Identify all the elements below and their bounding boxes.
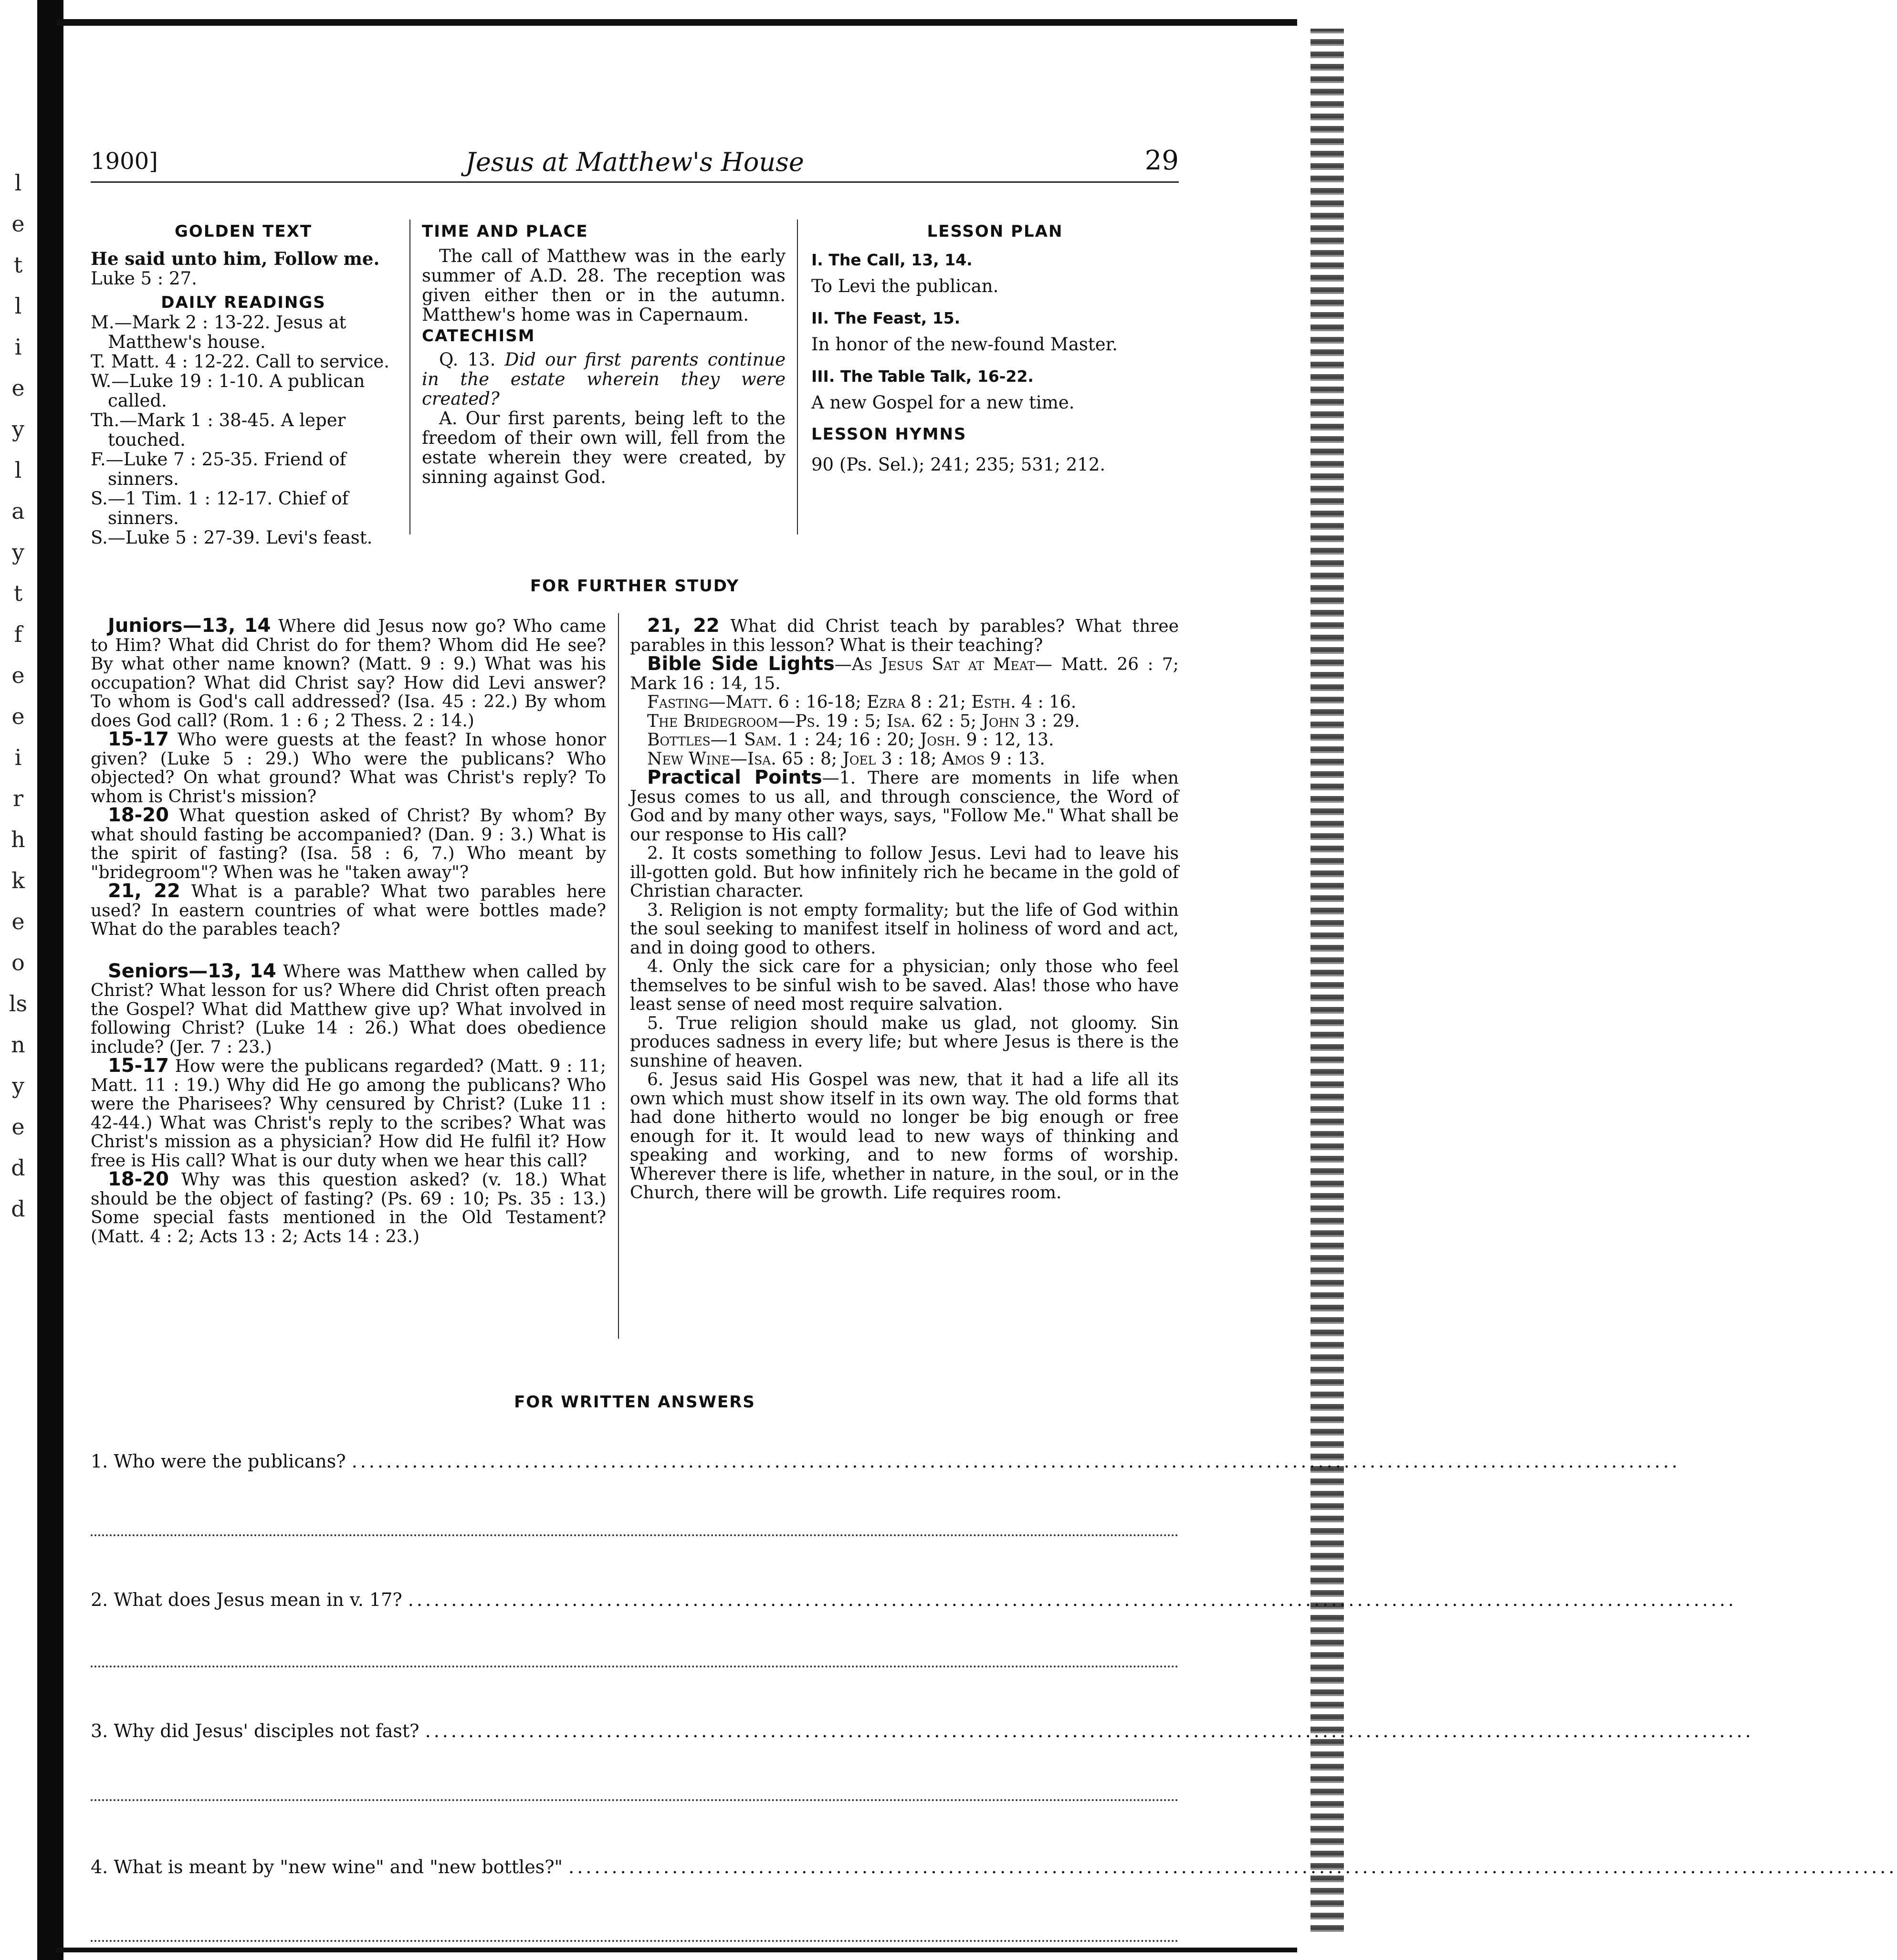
col-lesson-plan bbox=[811, 222, 1179, 474]
seniors-label: 15-17 bbox=[108, 1055, 169, 1077]
bible-side-lights bbox=[630, 655, 1179, 693]
margin-fragment: h bbox=[11, 827, 25, 852]
daily-reading-item: T. Matt. 4 : 12-22. Call to service. bbox=[91, 351, 390, 372]
practical-points-label: Practical Points bbox=[647, 766, 822, 788]
daily-reading-item: Th.—Mark 1 : 38-45. A leper touched. bbox=[91, 410, 346, 450]
practical-point-text: 4. Only the sick care for a physician; only those who feel themselves to be sinful wish to be saved. Alas! those who have least sense of need most require salvation. bbox=[630, 957, 1179, 1014]
lesson-plan-title: III. The Table Talk, 16-22. bbox=[811, 367, 1034, 386]
written-question-4: 4. What is meant by "new wine" and "new bottles?" .......................................................................................................................................................... bbox=[91, 1856, 1897, 1877]
margin-fragment: n bbox=[11, 1032, 25, 1058]
time-place-text: The call of Matthew was in the early summer of A.D. 28. The reception was given either then or in the autumn. Matthew's home was in Capernaum. bbox=[422, 246, 786, 325]
margin-fragment: e bbox=[11, 909, 25, 934]
seniors-question-group bbox=[91, 962, 606, 1057]
side-light-item: Fasting—Matt. 6 : 16-18; Ezra 8 : 21; Esth. 4 : 16. bbox=[647, 692, 1077, 712]
margin-fragment: d bbox=[11, 1196, 25, 1222]
margin-fragment: o bbox=[11, 950, 25, 975]
seniors-questions bbox=[91, 962, 606, 1247]
margin-fragment: e bbox=[11, 703, 25, 729]
margin-fragment: i bbox=[14, 334, 22, 360]
bible-side-lights-list bbox=[630, 693, 1179, 768]
written-question-1: 1. Who were the publicans? .......................................................................................................................................................... bbox=[91, 1451, 1680, 1472]
seniors-text: Where was Matthew when called by Christ? What lesson for us? Where did Christ often preach the Gospel? What did Matthew give up? What involved in following Christ? (Luke 14 : 26.) What does obedience include? (Jer. 7 : 23.) bbox=[91, 962, 606, 1057]
daily-readings-list bbox=[91, 313, 396, 547]
practical-point bbox=[630, 768, 1179, 844]
margin-fragment: f bbox=[14, 621, 22, 647]
further-study-left bbox=[91, 617, 606, 1246]
bible-side-lights-refs: Matt. 26 : 7; Mark 16 : 14, 15. bbox=[630, 655, 1179, 693]
running-head-title: Jesus at Matthew's House bbox=[465, 147, 804, 177]
juniors-question-group bbox=[91, 882, 606, 939]
lesson-hymns-text: 90 (Ps. Sel.); 241; 235; 531; 212. bbox=[811, 454, 1106, 475]
juniors-label: Juniors—13, 14 bbox=[108, 615, 271, 637]
answer-line[interactable] bbox=[91, 1534, 1179, 1536]
seniors-text: Why was this question asked? (v. 18.) What should be the object of fasting? (Ps. 69 : 10; Ps. 35 : 13.) Some special fasts mentioned in the Old Testament? (Matt. 4 : 2; Acts 13 : 2; Acts 14 : 23.) bbox=[91, 1170, 606, 1247]
margin-fragment: ls bbox=[9, 991, 28, 1017]
col-golden-readings bbox=[91, 222, 396, 547]
margin-fragment: e bbox=[11, 375, 25, 401]
daily-reading-item: W.—Luke 19 : 1-10. A publican called. bbox=[91, 371, 365, 411]
practical-point-text: 2. It costs something to follow Jesus. Levi had to leave his ill-gotten gold. But how infinitely rich he became in the gold of Christian character. bbox=[630, 844, 1179, 901]
margin-fragment: a bbox=[11, 498, 25, 524]
seniors-text: How were the publicans regarded? (Matt. 9 : 11; Matt. 11 : 19.) Why did He go among the publicans? Who were the Pharisees? Why censured by Christ? (Luke 11 : 42-44.) What was Christ's reply to the scribes? What was Christ's mission as a physician? How did He fulfil it? How free is His call? What is our duty when we hear this call? bbox=[91, 1057, 607, 1171]
margin-fragment: r bbox=[13, 786, 23, 811]
margin-fragment: i bbox=[14, 744, 22, 770]
written-answers-heading: FOR WRITTEN ANSWERS bbox=[514, 1393, 755, 1412]
catechism-question bbox=[422, 350, 786, 409]
written-question-2: 2. What does Jesus mean in v. 17? .......................................................................................................................................................... bbox=[91, 1589, 1737, 1610]
juniors-text: What is a parable? What two parables here used? In eastern countries of what were bottles made? What do the parables teach? bbox=[91, 882, 607, 939]
bible-side-lights-title: —As Jesus Sat at Meat— bbox=[834, 655, 1053, 674]
daily-reading-item: S.—Luke 5 : 27-39. Levi's feast. bbox=[91, 527, 373, 548]
juniors-text: Where did Jesus now go? Who came to Him? What did Christ do for them? Whom did He see? By what other name known? (Matt. 9 : 9.) What was his occupation? What did Christ say? How did Levi answer? To whom is God's call addressed? (Isa. 45 : 22.) By whom does God call? (Rom. 1 : 6 ; 2 Thess. 2 : 14.) bbox=[91, 617, 606, 731]
juniors-text: Who were guests at the feast? In whose honor given? (Luke 5 : 29.) Who were the publicans? Who objected? On what ground? What was Christ's reply? To whom is Christ's mission? bbox=[91, 730, 607, 807]
lesson-plan-text: A new Gospel for a new time. bbox=[811, 392, 1075, 413]
margin-fragment: d bbox=[11, 1155, 25, 1181]
daily-reading-item: S.—1 Tim. 1 : 12-17. Chief of sinners. bbox=[91, 488, 349, 528]
lesson-plan-text: In honor of the new-found Master. bbox=[811, 334, 1118, 355]
time-place-heading: TIME AND PLACE bbox=[422, 222, 588, 241]
practical-point bbox=[630, 1070, 1179, 1203]
juniors-text: What question asked of Christ? By whom? By what should fasting be accompanied? (Dan. 9 : 3.) What is the spirit of fasting? (Isa. 58 : 6, 7.) Who meant by "bridegroom"? When was he "taken away"? bbox=[91, 806, 606, 882]
margin-fragment: l bbox=[14, 170, 22, 196]
juniors-questions bbox=[91, 617, 606, 939]
written-question-3: 3. Why did Jesus' disciples not fast? .......................................................................................................................................................... bbox=[91, 1720, 1754, 1741]
practical-point bbox=[630, 901, 1179, 958]
golden-text-ref: Luke 5 : 27. bbox=[91, 268, 197, 289]
practical-point bbox=[630, 957, 1179, 1014]
margin-fragments bbox=[4, 162, 32, 1229]
daily-reading-item: M.—Mark 2 : 13-22. Jesus at Matthew's house. bbox=[91, 312, 346, 352]
daily-readings-heading: DAILY READINGS bbox=[161, 293, 326, 312]
side-light-item: The Bridegroom—Ps. 19 : 5; Isa. 62 : 5; John 3 : 29. bbox=[647, 711, 1080, 731]
margin-fragment: l bbox=[14, 457, 22, 483]
practical-point-text: 5. True religion should make us glad, not gloomy. Sin produces sadness in every life; but where Jesus is there is the sunshine of heaven. bbox=[630, 1013, 1179, 1071]
column-rule bbox=[797, 220, 798, 535]
juniors-label: 15-17 bbox=[108, 728, 169, 750]
margin-fragment: y bbox=[12, 539, 24, 565]
juniors-label: 18-20 bbox=[108, 804, 169, 826]
page-number: 29 bbox=[1144, 145, 1179, 176]
side-light-item: Bottles—1 Sam. 1 : 24; 16 : 20; Josh. 9 : 12, 13. bbox=[647, 730, 1054, 750]
lesson-plan-text: To Levi the publican. bbox=[811, 276, 999, 296]
catechism-answer: A. Our first parents, being left to the freedom of their own will, fell from the estate wherein they were created, by sinning against God. bbox=[422, 408, 786, 487]
practical-points bbox=[630, 768, 1179, 1203]
running-head-year: 1900] bbox=[91, 148, 158, 175]
side-light-item: New Wine—Isa. 65 : 8; Joel 3 : 18; Amos 9 : 13. bbox=[647, 749, 1045, 769]
catechism-heading: CATECHISM bbox=[422, 326, 535, 346]
golden-text-body: He said unto him, Follow me. bbox=[91, 248, 380, 269]
daily-reading-item: F.—Luke 7 : 25-35. Friend of sinners. bbox=[91, 449, 346, 489]
lesson-hymns-heading: LESSON HYMNS bbox=[811, 425, 967, 444]
lesson-plan-title: I. The Call, 13, 14. bbox=[811, 251, 973, 269]
margin-fragment: e bbox=[11, 1114, 25, 1140]
answer-line[interactable] bbox=[91, 1666, 1179, 1667]
running-head bbox=[91, 143, 1179, 183]
seniors-question-group bbox=[91, 1057, 606, 1170]
catechism-question-text: Did our first parents continue in the estate wherein they were created? bbox=[422, 349, 786, 409]
column-rule bbox=[618, 613, 619, 1339]
practical-point-text: —1. There are moments in life when Jesus comes to us all, and through conscience, the Word of God and by many other ways, says, "Follow Me." What shall be our response to His call? bbox=[630, 768, 1179, 845]
catechism-question-label: Q. 13. bbox=[439, 349, 496, 370]
answer-line[interactable] bbox=[91, 1940, 1179, 1942]
right-parables-text: What did Christ teach by parables? What three parables in this lesson? What is their teaching? bbox=[630, 617, 1179, 655]
margin-fragment: k bbox=[11, 868, 25, 893]
answer-line[interactable] bbox=[91, 1799, 1179, 1801]
margin-fragment: e bbox=[11, 211, 25, 237]
lesson-plan-heading: LESSON PLAN bbox=[927, 222, 1063, 241]
col-time-catechism bbox=[422, 222, 786, 487]
scan-right-edge bbox=[1310, 29, 1344, 1938]
practical-point-text: 3. Religion is not empty formality; but the life of God within the soul seeking to manifest itself in holiness of word and act, and in doing good to others. bbox=[630, 900, 1179, 958]
practical-point bbox=[630, 844, 1179, 901]
further-study-heading: FOR FURTHER STUDY bbox=[530, 576, 740, 596]
golden-text bbox=[91, 249, 396, 288]
practical-point-text: 6. Jesus said His Gospel was new, that it had a life all its own which must show itself in its own way. The old forms that had done hitherto would no longer be big enough or free enough for it. It would lead to new ways of thinking and speaking and working, and to new forms of worship. Wherever there is life, whether in nature, in the soul, or in the Church, there will be growth. Life requires room. bbox=[630, 1070, 1179, 1203]
margin-fragment: y bbox=[12, 1073, 24, 1099]
juniors-question-group bbox=[91, 730, 606, 806]
seniors-question-group bbox=[91, 1170, 606, 1246]
juniors-label: 21, 22 bbox=[108, 880, 180, 902]
margin-fragment: y bbox=[12, 416, 24, 442]
margin-fragment: e bbox=[11, 662, 25, 688]
margin-fragment: l bbox=[14, 293, 22, 319]
juniors-question-group bbox=[91, 806, 606, 882]
juniors-question-group bbox=[91, 617, 606, 730]
right-parables-label: 21, 22 bbox=[647, 615, 720, 637]
lesson-plan-title: II. The Feast, 15. bbox=[811, 309, 961, 327]
further-study-right bbox=[630, 617, 1179, 1203]
right-parables-question bbox=[630, 617, 1179, 655]
seniors-label: 18-20 bbox=[108, 1168, 169, 1190]
column-rule bbox=[409, 220, 410, 535]
page bbox=[91, 143, 1897, 1923]
practical-point bbox=[630, 1014, 1179, 1071]
margin-fragment: t bbox=[13, 580, 23, 606]
golden-text-heading: GOLDEN TEXT bbox=[174, 222, 313, 241]
seniors-label: Seniors—13, 14 bbox=[108, 960, 276, 982]
lesson-plan-list bbox=[811, 250, 1179, 412]
margin-fragment: t bbox=[13, 252, 23, 278]
bible-side-lights-label: Bible Side Lights bbox=[647, 653, 835, 675]
